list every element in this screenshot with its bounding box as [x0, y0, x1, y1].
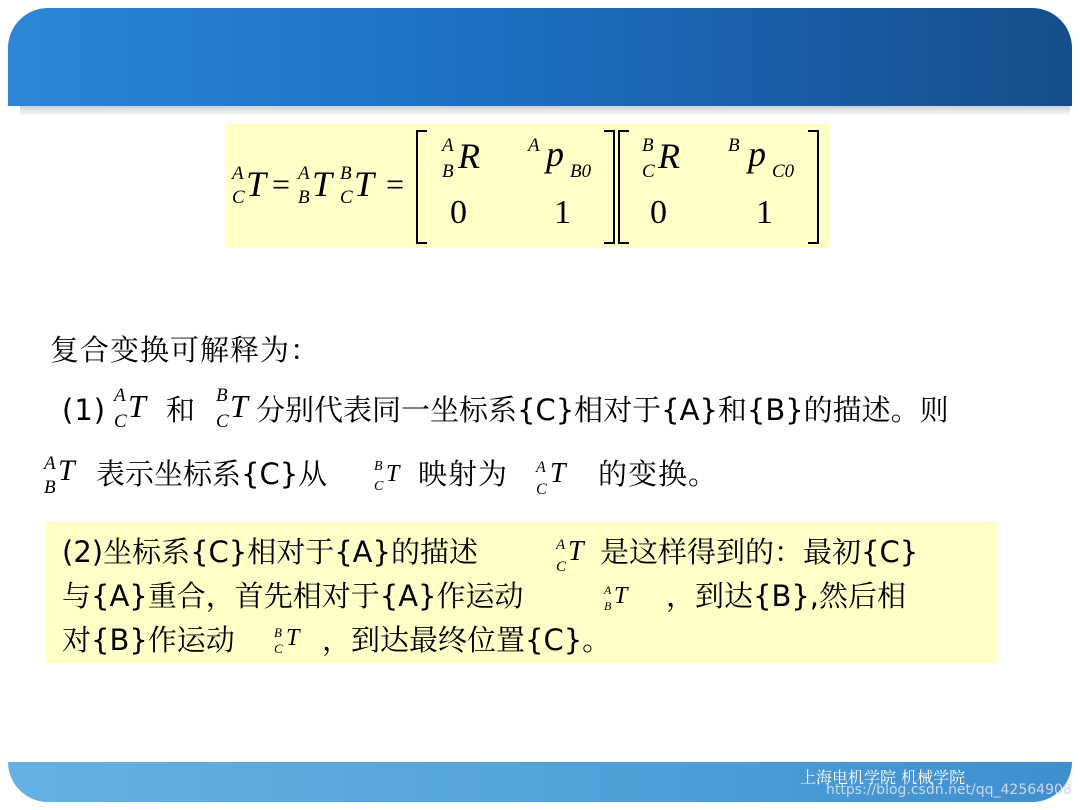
lhs-sub: C	[232, 187, 245, 208]
formula-box	[226, 124, 830, 248]
note-line1-b: 是这样得到的：最初{C}	[600, 535, 919, 569]
note-t2-sup: A	[604, 583, 612, 597]
line1-prefix: (1)	[62, 393, 107, 427]
m2-r: R	[658, 136, 680, 176]
note-line2-b: ，到达{B},然后相	[666, 579, 907, 613]
m2-p-sup: B	[728, 135, 740, 156]
line2-t1: T	[58, 454, 75, 487]
note-line3-a: 对{B}作运动	[62, 623, 235, 657]
t2-t: T	[354, 164, 375, 204]
m1-r-sub: B	[442, 161, 454, 182]
lhs-sup: A	[232, 163, 244, 184]
line1-t1: T	[128, 388, 146, 424]
m2-one: 1	[756, 194, 773, 231]
top-banner	[8, 8, 1072, 106]
line2-t2-sub: C	[374, 479, 384, 494]
m2-zero: 0	[650, 194, 667, 231]
line2-t3-sup: A	[536, 459, 546, 476]
m1-p: p	[546, 134, 564, 174]
line2-t2-sup: B	[374, 459, 383, 474]
matrix1-left-bracket	[416, 130, 427, 244]
m2-p: p	[748, 134, 766, 174]
m1-zero: 0	[450, 194, 467, 231]
note-t1: T	[568, 536, 584, 567]
note-line2-a: 与{A}重合，首先相对于{A}作运动	[62, 579, 524, 613]
t2-sub: C	[340, 187, 353, 208]
note-t3: T	[286, 625, 300, 651]
note-t1-sub: C	[556, 559, 567, 575]
line1-t2: T	[230, 388, 248, 424]
line2-mid: 表示坐标系{C}从	[96, 457, 328, 491]
line1-t1-sub: C	[114, 411, 127, 432]
m1-p-sub: B0	[570, 161, 592, 182]
note-t2-sub: B	[604, 599, 612, 613]
line2-end: 的变换。	[598, 457, 719, 491]
line1-t2-sub: C	[216, 411, 229, 432]
equals-1: =	[272, 166, 291, 202]
lhs-t: T	[246, 164, 267, 204]
t2-sup: B	[340, 163, 352, 184]
note-line3-b: ，到达最终位置{C}。	[322, 623, 612, 657]
line2-t1-sup: A	[44, 453, 56, 474]
m2-r-sup: B	[642, 135, 654, 156]
m1-p-sup: A	[528, 135, 540, 156]
t1-t: T	[312, 164, 333, 204]
matrix2-left-bracket	[618, 130, 629, 244]
line2-mid2: 映射为	[418, 457, 509, 491]
line1-t1-sup: A	[114, 385, 126, 406]
line2-t3-sub: C	[536, 481, 547, 498]
m1-one: 1	[554, 194, 571, 231]
m2-r-sub: C	[642, 161, 655, 182]
line2-t3: T	[550, 458, 566, 489]
m1-r: R	[458, 136, 480, 176]
matrix2-right-bracket	[808, 130, 819, 244]
banner-shadow	[20, 106, 1070, 116]
note-t3-sub: C	[274, 641, 283, 656]
line2-t1-sub: B	[44, 477, 56, 498]
t1-sub: B	[298, 187, 310, 208]
footer-institution: 上海电机学院 机械学院	[800, 768, 966, 787]
note-t1-sup: A	[556, 537, 566, 553]
line2-t2: T	[386, 461, 400, 487]
t1-sup: A	[298, 163, 310, 184]
m1-r-sup: A	[442, 135, 454, 156]
equals-2: =	[386, 166, 405, 202]
matrix1-right-bracket	[604, 130, 615, 244]
note-t2: T	[614, 583, 628, 609]
line1-rest: 分别代表同一坐标系{C}相对于{A}和{B}的描述。则	[256, 393, 949, 427]
intro-text: 复合变换可解释为：	[50, 333, 321, 367]
note-line1-a: (2)坐标系{C}相对于{A}的描述	[62, 535, 478, 569]
line1-t2-sup: B	[216, 385, 228, 406]
m2-p-sub: C0	[772, 161, 795, 182]
note-t3-sup: B	[274, 625, 282, 640]
line1-and: 和	[166, 393, 197, 427]
watermark: https://blog.csdn.net/qq_42564908	[826, 782, 1072, 798]
